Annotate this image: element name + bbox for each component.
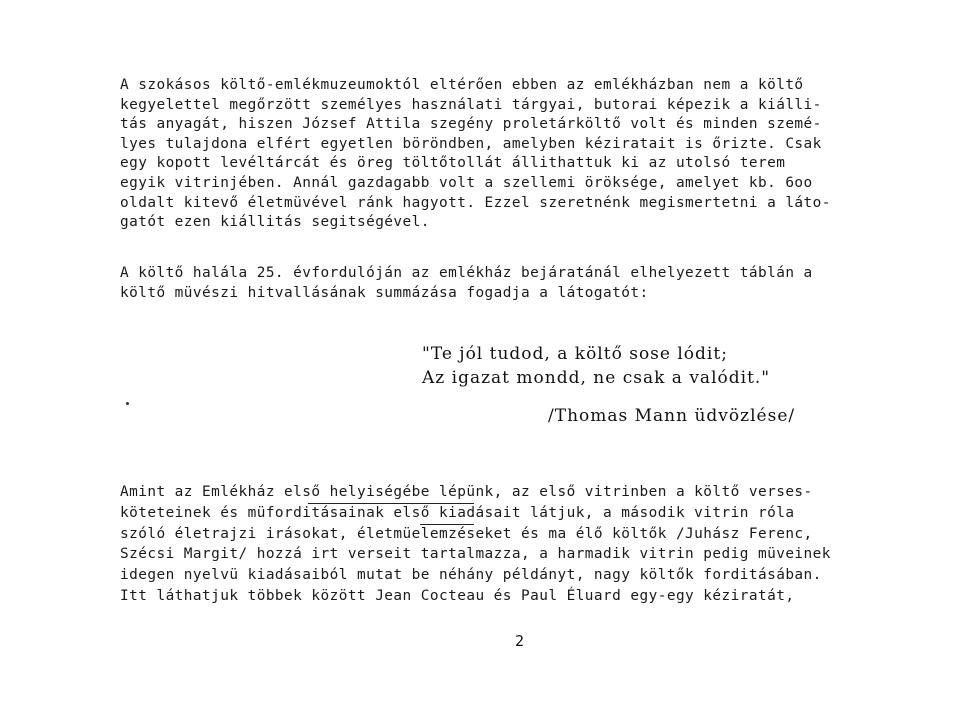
text-line: oldalt kitevő életmüvével ránk hagyott. Ezzel szeretnénk megismertetni a láto- xyxy=(120,194,831,211)
quote-line: Az igazat mondd, ne csak a valódit." xyxy=(422,368,771,388)
text-line: egyik vitrinjében. Annál gazdagabb volt a szellemi öröksége, amelyet kb. 6oo xyxy=(120,174,813,191)
text-line: költő müvészi hitvallásának summázása fogadja a látogatót: xyxy=(120,284,649,301)
text-line: Szécsi Margit/ hozzá irt verseit tartalmazza, a harmadik vitrin pedig müveinek xyxy=(120,546,831,563)
text-line: szóló életrajzi irásokat, életmüelemzéseket és ma élő költők /Juhász Ferenc, xyxy=(120,525,813,542)
text-line: A költő halála 25. évfordulóján az emlékház bejáratánál elhelyezett táblán a xyxy=(120,265,813,281)
paragraph-intro xyxy=(120,76,920,233)
stray-mark xyxy=(126,402,129,405)
page-number: 2 xyxy=(515,632,525,650)
text-line: lyes tulajdona elfért egyetlen böröndben, amelyben kéziratait is őrizte. Csak xyxy=(120,135,822,152)
text-line: idegen nyelvü kiadásaiból mutat be néhány példányt, nagy költők forditásában. xyxy=(120,567,822,584)
text-line: tás anyagát, hiszen József Attila szegény proletárköltő volt és minden szemé- xyxy=(120,116,822,133)
text-line: kegyelettel megőrzött személyes használati tárgyai, butorai képezik a kiálli- xyxy=(120,96,822,113)
handwritten-underline xyxy=(420,524,474,525)
text-line: A szokásos költő-emlékmuzeumoktól eltérően ebben az emlékházban nem a költő xyxy=(120,77,804,93)
paragraph-exhibition xyxy=(120,482,920,607)
handwritten-underline xyxy=(308,503,474,504)
text-line: egy kopott levéltárcát és öreg töltőtollát állithattuk ki az utolsó terem xyxy=(120,155,786,172)
quote-attribution: /Thomas Mann üdvözlése/ xyxy=(548,406,796,426)
text-line: Amint az Emlékház első helyiségébe lépünk, az első vitrinben a költő verses- xyxy=(120,484,813,500)
text-line: gatót ezen kiállitás segitségével. xyxy=(120,214,430,231)
paragraph-anniversary xyxy=(120,264,920,303)
quote-line: "Te jól tudod, a költő sose lódit; xyxy=(422,344,728,364)
text-line: Itt láthatjuk többek között Jean Cocteau és Paul Éluard egy-egy kéziratát, xyxy=(120,587,795,604)
text-line: köteteinek és müforditásainak első kiadásait látjuk, a második vitrin róla xyxy=(120,504,795,521)
